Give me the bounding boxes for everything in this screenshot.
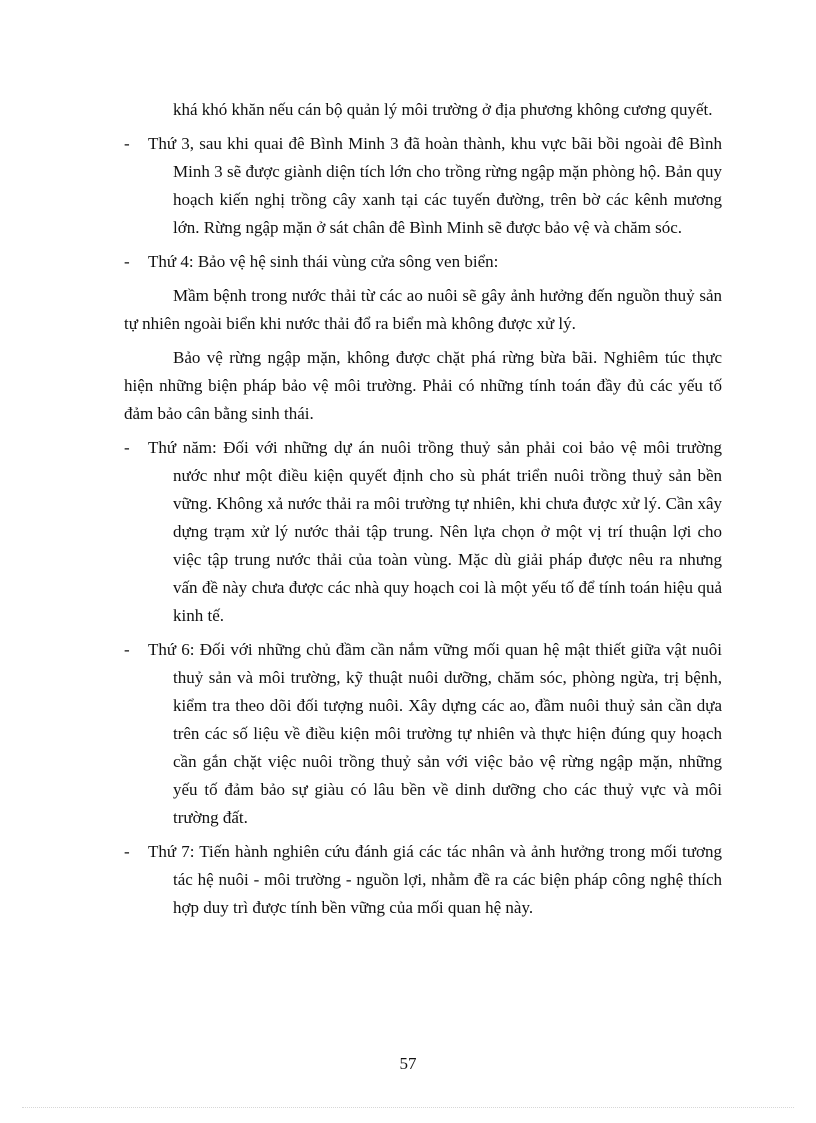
footer-divider: [22, 1107, 794, 1108]
list-item-5: [124, 434, 722, 630]
list-item-6-text: Thứ 6: Đối với những chủ đầm cần nắm vững mối quan hệ mật thiết giữa vật nuôi thuỷ sản và môi trường, kỹ thuật nuôi dưỡng, chăm sóc, phòng ngừa, trị bệnh, kiểm tra theo dõi đối tượng nuôi. Xây dựng các ao, đầm nuôi thuỷ sản cần dựa trên các số liệu về điều kiện môi trường tự nhiên và thực hiện đúng quy hoạch cần gắn chặt việc nuôi trồng thuỷ sản với việc bảo vệ rừng ngập mặn, những yếu tố đảm bảo sự giàu có lâu bền về dinh dưỡng cho các thuỷ vực và môi trường đất.: [148, 640, 722, 827]
list-item-4: [124, 248, 722, 276]
body-paragraph-2: Bảo vệ rừng ngập mặn, không được chặt phá rừng bừa bãi. Nghiêm túc thực hiện những biện pháp bảo vệ môi trường. Phải có những tính toán đầy đủ các yếu tố đảm bảo cân bằng sinh thái.: [124, 348, 722, 423]
list-item-4-text: Thứ 4: Bảo vệ hệ sinh thái vùng cửa sông ven biển:: [148, 252, 499, 271]
list-item-3: [124, 130, 722, 242]
list-item-7: [124, 838, 722, 922]
bullet-dash: -: [124, 438, 130, 457]
bullet-dash: -: [124, 134, 130, 153]
list-item-3-text: Thứ 3, sau khi quai đê Bình Minh 3 đã hoàn thành, khu vực bãi bồi ngoài đê Bình Minh 3 sẽ được giành diện tích lớn cho trồng rừng ngập mặn phòng hộ. Bản quy hoạch kiến nghị trồng cây xanh tại các tuyến đường, trên bờ các kênh mương lớn. Rừng ngập mặn ở sát chân đê Bình Minh sẽ được bảo vệ và chăm sóc.: [148, 134, 722, 237]
bullet-dash: -: [124, 640, 130, 659]
document-body: [124, 96, 722, 928]
list-item-7-text: Thứ 7: Tiến hành nghiên cứu đánh giá các tác nhân và ảnh hưởng trong mối tương tác hệ nuôi - môi trường - nguồn lợi, nhằm đề ra các biện pháp công nghệ thích hợp duy trì được tính bền vững của mối quan hệ này.: [148, 842, 722, 917]
continuation-paragraph: khá khó khăn nếu cán bộ quản lý môi trường ở địa phương không cương quyết.: [173, 100, 713, 119]
list-item-6: [124, 636, 722, 832]
page-number: 57: [399, 1054, 417, 1073]
list-item-5-text: Thứ năm: Đối với những dự án nuôi trồng thuỷ sản phải coi bảo vệ môi trường nước như một điều kiện quyết định cho sù phát triển nuôi trồng thuỷ sản bền vững. Không xả nước thải ra môi trường tự nhiên, khi chưa được xử lý. Cần xây dựng trạm xử lý nước thải tập trung. Nên lựa chọn ở một vị trí thuận lợi cho việc tập trung nước thải của toàn vùng. Mặc dù giải pháp được nêu ra nhưng vấn đề này chưa được các nhà quy hoạch coi là một yếu tố để tính toán hiệu quả kinh tế.: [148, 438, 722, 625]
body-paragraph-1: Mầm bệnh trong nước thải từ các ao nuôi sẽ gây ảnh hưởng đến nguồn thuỷ sản tự nhiên ngoài biển khi nước thải đổ ra biển mà không được xử lý.: [124, 286, 722, 333]
bullet-dash: -: [124, 842, 130, 861]
bullet-dash: -: [124, 252, 130, 271]
